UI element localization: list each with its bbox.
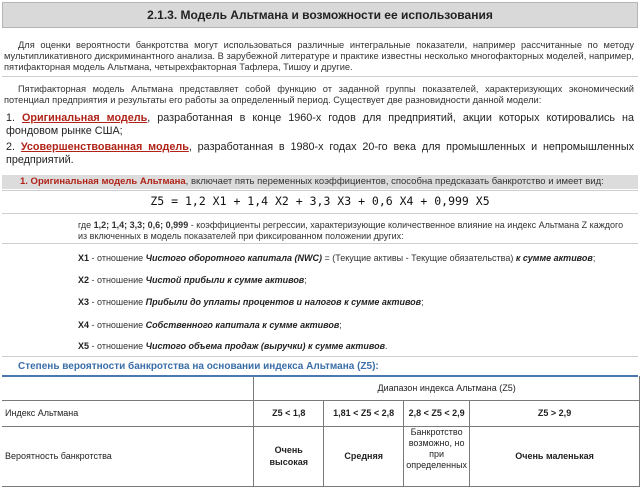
variable-end: ; bbox=[304, 275, 307, 285]
item-number: 2. bbox=[6, 141, 16, 153]
variable-x5 bbox=[78, 341, 388, 351]
variable-end: ; bbox=[592, 253, 596, 263]
variable-x3 bbox=[78, 297, 424, 307]
range-cell: Z5 < 1,8 bbox=[254, 400, 324, 426]
divider bbox=[2, 213, 638, 214]
table-row-probability bbox=[2, 426, 640, 486]
range-cell: Z5 > 2,9 bbox=[470, 400, 640, 426]
model-name-improved: Усовершенствованная модель bbox=[20, 141, 189, 153]
variable-post: к сумме активов bbox=[515, 253, 593, 263]
variable-mid: = (Текущие активы - Текущие обязательства) bbox=[321, 253, 516, 263]
variable-x4 bbox=[78, 320, 342, 330]
variable-x1 bbox=[78, 253, 595, 263]
item-number: 1. bbox=[6, 112, 16, 124]
model-item-original bbox=[6, 112, 634, 138]
item-text: , разработанная в конце 1960-х годов для предприятий, акции которых котировались на фондовом рынке США; bbox=[6, 112, 634, 137]
variable-name: Чистой прибыли к сумме активов bbox=[145, 275, 305, 285]
variable-name: Чистого объема продаж (выручки) к сумме активов bbox=[145, 341, 386, 351]
variable-end: ; bbox=[421, 297, 424, 307]
altman-index-table bbox=[2, 376, 640, 487]
variable-name: Собственного капитала к сумме активов bbox=[145, 320, 340, 330]
row-label: Индекс Альтмана bbox=[2, 400, 254, 426]
probability-cell: Очень высокая bbox=[254, 426, 324, 486]
variable-pre: - отношение bbox=[89, 253, 146, 263]
variable-pre: - отношение bbox=[89, 275, 146, 285]
variable-pre: - отношение bbox=[89, 297, 146, 307]
coefficients-description bbox=[78, 220, 632, 242]
page-title: 2.1.3. Модель Альтмана и возможности ее использования bbox=[2, 2, 638, 28]
divider bbox=[2, 190, 638, 191]
probability-cell: Средняя bbox=[324, 426, 404, 486]
variable-end: ; bbox=[339, 320, 342, 330]
range-cell: 2,8 < Z5 < 2,9 bbox=[404, 400, 470, 426]
row-label: Вероятность банкротства bbox=[2, 426, 254, 486]
section-probability-heading: Степень вероятности банкротства на основании индекса Альтмана (Z5): bbox=[18, 361, 379, 372]
coef-lead: где bbox=[78, 220, 94, 230]
variable-end: . bbox=[385, 341, 388, 351]
variable-name: Прибыли до уплаты процентов и налогов к сумме активов bbox=[145, 297, 422, 307]
variable-pre: - отношение bbox=[89, 341, 146, 351]
variable-pre: - отношение bbox=[89, 320, 146, 330]
item-text: , разработанная в 1980-х годах 20-го века для промышленных и непромышленных предприятий. bbox=[6, 141, 635, 166]
table-row-index bbox=[2, 400, 640, 426]
coef-values: 1,2; 1,4; 3,3; 0,6; 0,999 bbox=[93, 220, 189, 230]
table-corner bbox=[2, 376, 254, 400]
intro-paragraph-1: Для оценки вероятности банкротства могут использоваться различные интегральные показатели, например рассчитанные по методу мультипликативного дискриминантного анализа. В зарубежной литературе и практике известны несколько многофакторных моделей, например, пятифакторная модель Альтмана, четырехфакторная Тафлера, Тишоу и другие. bbox=[4, 40, 634, 72]
variable-name: Чистого оборотного капитала (NWC) bbox=[145, 253, 322, 263]
variable-code: X2 bbox=[78, 275, 90, 285]
section-original-model bbox=[2, 175, 638, 189]
altman-formula: Z5 = 1,2 X1 + 1,4 X2 + 3,3 X3 + 0,6 X4 + 0,999 X5 bbox=[150, 194, 490, 208]
probability-cell: Очень маленькая bbox=[470, 426, 640, 486]
divider bbox=[2, 356, 638, 357]
variable-code: X1 bbox=[78, 253, 90, 263]
coef-text: - коэффициенты регрессии, характеризующие количественное влияние на индекс Альтмана Z каждого из включенных в модель показателей при фиксированном положении других: bbox=[78, 220, 624, 241]
section-text: , включает пять переменных коэффициентов, способна предсказать банкротство и имеет вид: bbox=[185, 176, 604, 187]
probability-cell: Банкротство возможно, но при определенных bbox=[404, 426, 470, 486]
range-cell: 1,81 < Z5 < 2,8 bbox=[324, 400, 404, 426]
range-header: Диапазон индекса Альтмана (Z5) bbox=[254, 376, 640, 400]
table-header-row bbox=[2, 376, 640, 400]
variable-x2 bbox=[78, 275, 307, 285]
variable-code: X4 bbox=[78, 320, 90, 330]
divider bbox=[2, 76, 638, 77]
model-item-improved bbox=[6, 141, 634, 167]
intro-paragraph-2: Пятифакторная модель Альтмана представляет собой функцию от заданной группы показателей, характеризующих экономический потенциал предприятия и результаты его работы за определенный период. Существует две разновидности данной модели: bbox=[4, 84, 634, 105]
model-name-original: Оригинальная модель bbox=[22, 112, 148, 124]
variable-code: X5 bbox=[78, 341, 90, 351]
divider bbox=[2, 243, 638, 244]
section-heading: 1. Оригинальная модель Альтмана bbox=[20, 176, 186, 187]
variable-code: X3 bbox=[78, 297, 90, 307]
